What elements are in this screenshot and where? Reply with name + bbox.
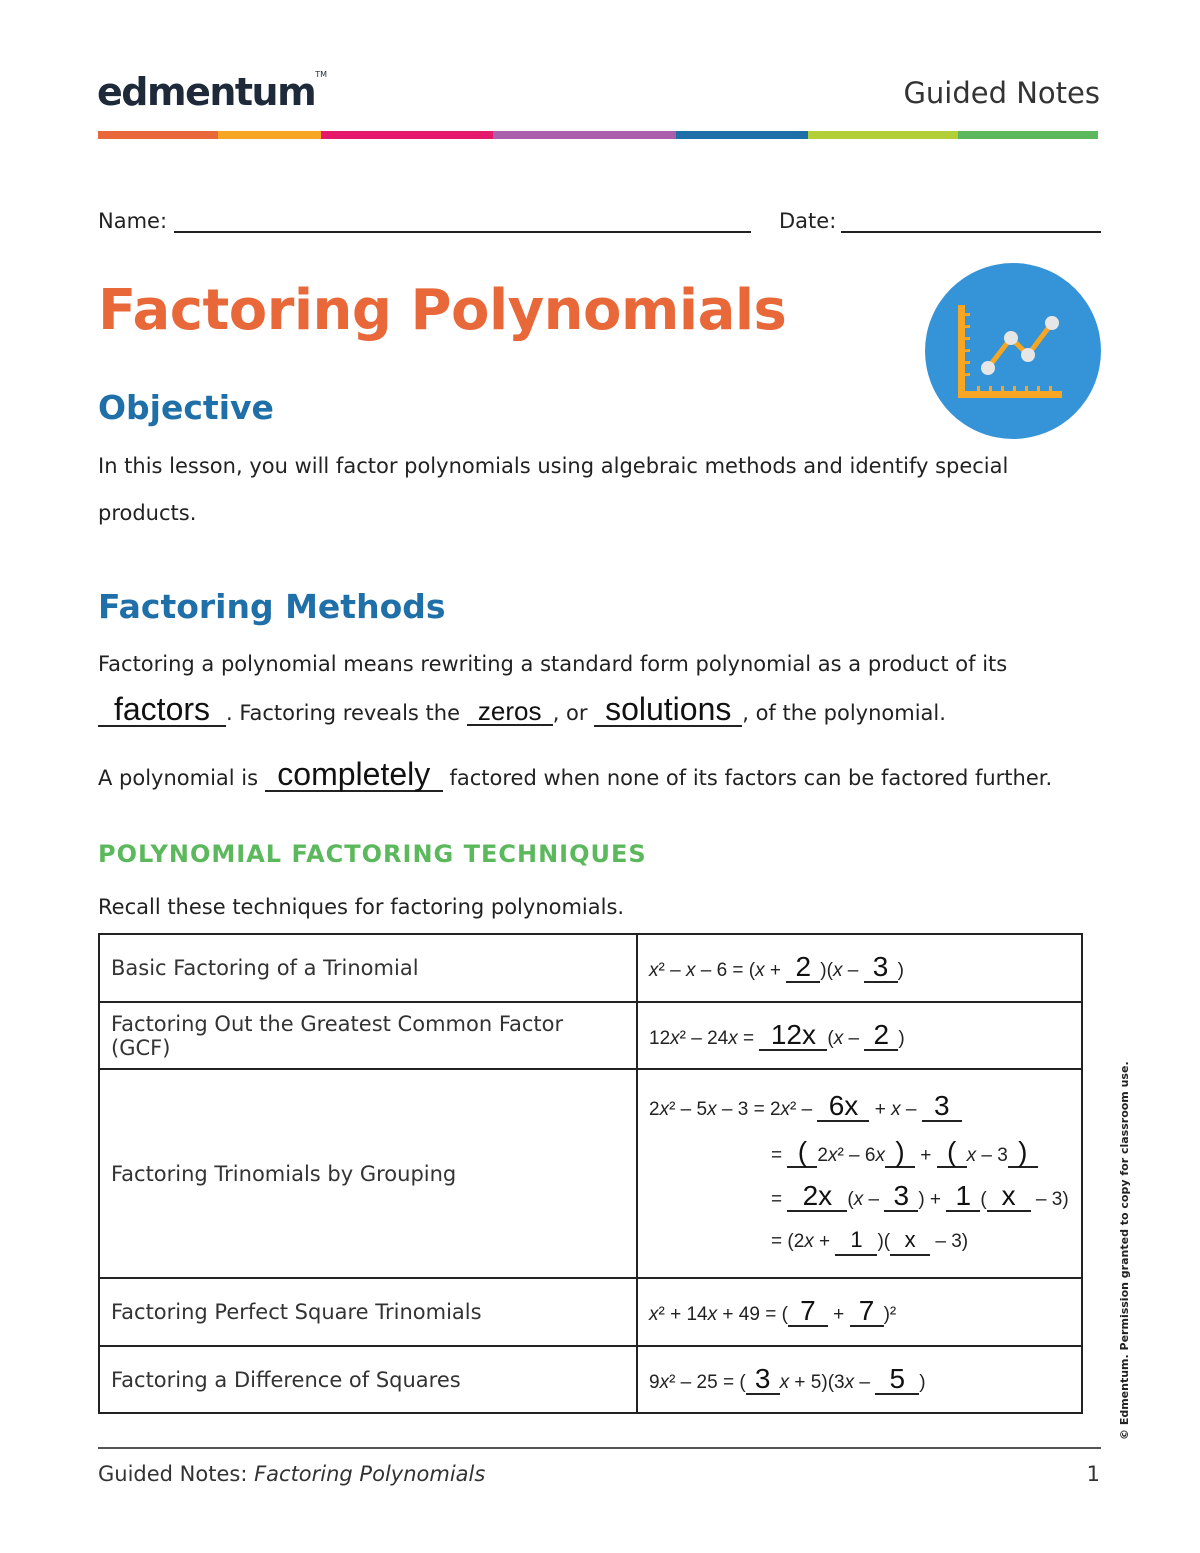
answer-blank[interactable]: 3 [864, 953, 898, 983]
answer-blank[interactable]: ( [937, 1138, 967, 1168]
table-row [99, 1346, 1082, 1413]
methods-text-line1: Factoring a polynomial means rewriting a standard form polynomial as a product of its [98, 652, 1008, 676]
answer-blank[interactable]: 1 [835, 1226, 877, 1256]
answer-blank[interactable]: x [987, 1182, 1031, 1212]
objective-text-line2: products. [98, 501, 197, 525]
answer-blank[interactable]: 5 [875, 1365, 919, 1395]
answer-blank[interactable]: 12x [759, 1021, 827, 1051]
color-bar-segment [98, 131, 218, 139]
techniques-heading: POLYNOMIAL FACTORING TECHNIQUES [98, 840, 647, 868]
answer-blank[interactable]: 1 [946, 1182, 980, 1212]
methods-text-line2 [98, 690, 946, 737]
answer-blank[interactable]: 3 [884, 1182, 918, 1212]
technique-example: x² – x – 6 = (x + 2 )(x – 3 ) [637, 934, 1082, 1002]
answer-blank[interactable]: 3 [746, 1365, 780, 1395]
methods-seg1: . Factoring reveals the [226, 701, 461, 725]
answer-blank[interactable]: 3 [922, 1092, 962, 1122]
color-bar-segment [321, 131, 493, 139]
answer-blank[interactable]: x [890, 1226, 930, 1256]
answer-blank[interactable]: ( [787, 1138, 817, 1168]
document-type: Guided Notes [903, 76, 1100, 110]
table-row [99, 1069, 1082, 1278]
answer-factors[interactable]: factors [98, 693, 226, 727]
page-title: Factoring Polynomials [98, 278, 787, 343]
technique-example: 9x² – 25 = ( 3 x + 5)(3x – 5 ) [637, 1346, 1082, 1413]
answer-blank[interactable]: ) [885, 1138, 915, 1168]
table-row [99, 1002, 1082, 1069]
technique-label: Factoring Out the Greatest Common Factor (GCF) [99, 1002, 637, 1069]
technique-label: Factoring a Difference of Squares [99, 1346, 637, 1413]
line-chart-icon [925, 263, 1101, 439]
methods-line3-start: A polynomial is [98, 766, 259, 790]
methods-text-line3 [98, 755, 1052, 802]
methods-line3-end: factored when none of its factors can be factored further. [449, 766, 1053, 790]
answer-solutions[interactable]: solutions [594, 693, 742, 727]
technique-example: 2x² – 5x – 3 = 2x² – 6x + x – 3 = ( 2x² – 6x ) + ( x – 3 ) = 2x (x – 3 ) + 1 ( x – 3) = (2x + 1 )( x – 3) [637, 1069, 1082, 1278]
name-label: Name: [98, 209, 168, 233]
footer-prefix: Guided Notes: [98, 1462, 255, 1486]
answer-blank[interactable]: 2x [787, 1182, 847, 1212]
color-bar-segment [676, 131, 808, 139]
objective-text-line1: In this lesson, you will factor polynomials using algebraic methods and identify special [98, 454, 1009, 478]
color-bar-segment [808, 131, 958, 139]
answer-completely[interactable]: completely [265, 758, 443, 792]
technique-example: x² + 14x + 49 = ( 7 + 7 )² [637, 1278, 1082, 1346]
color-bar-segment [958, 131, 1098, 139]
answer-zeros[interactable]: zeros [467, 698, 553, 726]
footer-title [98, 1462, 485, 1486]
techniques-intro: Recall these techniques for factoring polynomials. [98, 895, 625, 919]
answer-blank[interactable]: 6x [817, 1092, 869, 1122]
answer-blank[interactable]: 7 [788, 1297, 828, 1327]
trademark: TM [315, 70, 328, 79]
objective-heading: Objective [98, 388, 274, 427]
copyright-notice: © Edmentum. Permission granted to copy for classroom use. [1118, 1061, 1131, 1440]
date-label: Date: [779, 209, 837, 233]
color-bar-segment [493, 131, 676, 139]
footer-divider [98, 1447, 1101, 1449]
table-row [99, 1278, 1082, 1346]
factoring-methods-heading: Factoring Methods [98, 587, 446, 626]
technique-label: Factoring Perfect Square Trinomials [99, 1278, 637, 1346]
table-row [99, 934, 1082, 1002]
answer-blank[interactable]: 2 [786, 953, 820, 983]
answer-blank[interactable]: ) [1008, 1138, 1038, 1168]
edmentum-logo: edmentum™ [97, 70, 328, 114]
techniques-table [98, 933, 1083, 1414]
technique-label: Factoring Trinomials by Grouping [99, 1069, 637, 1278]
methods-seg2: , or [552, 701, 588, 725]
date-field[interactable] [841, 231, 1101, 233]
methods-seg3: , of the polynomial. [742, 701, 946, 725]
answer-blank[interactable]: 2 [864, 1021, 898, 1051]
color-bar [98, 131, 1098, 139]
color-bar-segment [218, 131, 321, 139]
footer-doc-title: Factoring Polynomials [254, 1462, 486, 1486]
technique-label: Basic Factoring of a Trinomial [99, 934, 637, 1002]
answer-blank[interactable]: 7 [850, 1297, 884, 1327]
page-number: 1 [1086, 1462, 1100, 1486]
name-field[interactable] [174, 231, 751, 233]
technique-example: 12x² – 24x = 12x (x – 2 ) [637, 1002, 1082, 1069]
